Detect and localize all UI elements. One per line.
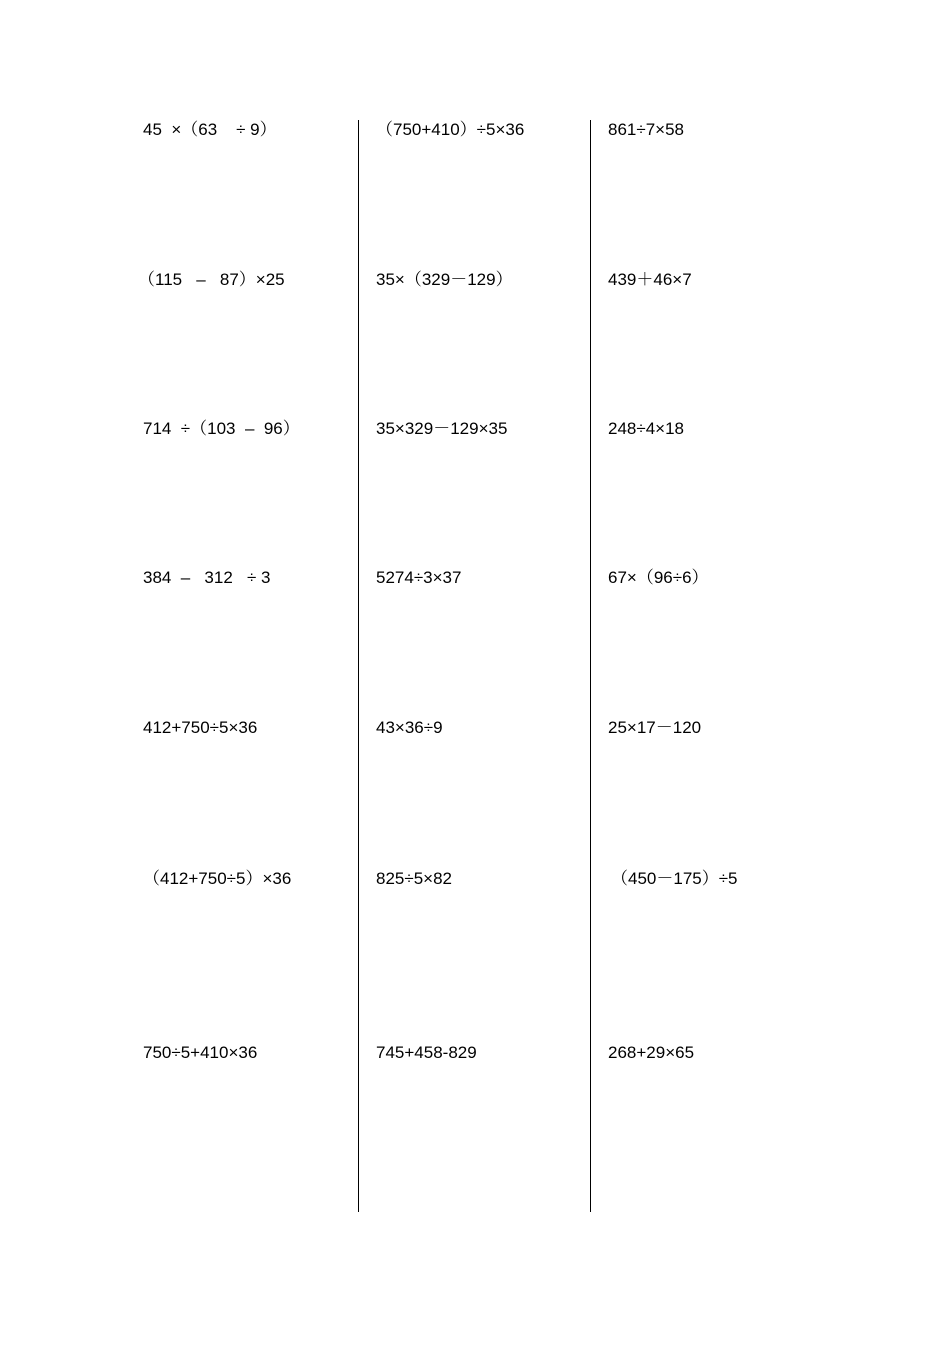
column-divider-left [358,120,359,1212]
problem-col1-row4: 384 – 312 ÷ 3 [143,568,271,587]
problem-col1-row1: 45 ×（63 ÷ 9） [143,120,277,139]
problem-col1-row2: （115 – 87）×25 [138,270,285,289]
column-divider-right [590,120,591,1212]
problem-col2-row4: 5274÷3×37 [376,568,462,587]
problem-col2-row2: 35×（329－129） [376,270,513,289]
problem-col1-row5: 412+750÷5×36 [143,718,258,737]
problem-col2-row5: 43×36÷9 [376,718,443,737]
problem-col2-row3: 35×329－129×35 [376,419,508,438]
problem-col1-row3: 714 ÷（103 – 96） [143,419,300,438]
problem-col2-row7: 745+458-829 [376,1043,477,1062]
problem-col3-row4: 67×（96÷6） [608,568,709,587]
problem-col3-row3: 248÷4×18 [608,419,684,438]
problem-col3-row6: （450－175）÷5 [611,869,738,888]
problem-col2-row6: 825÷5×82 [376,869,452,888]
problem-col3-row1: 861÷7×58 [608,120,684,139]
problem-col3-row5: 25×17－120 [608,718,702,737]
problem-col1-row7: 750÷5+410×36 [143,1043,258,1062]
problem-col2-row1: （750+410）÷5×36 [376,120,525,139]
problem-col1-row6: （412+750÷5）×36 [143,869,292,888]
problem-col3-row2: 439＋46×7 [608,270,692,289]
problem-col3-row7: 268+29×65 [608,1043,695,1062]
